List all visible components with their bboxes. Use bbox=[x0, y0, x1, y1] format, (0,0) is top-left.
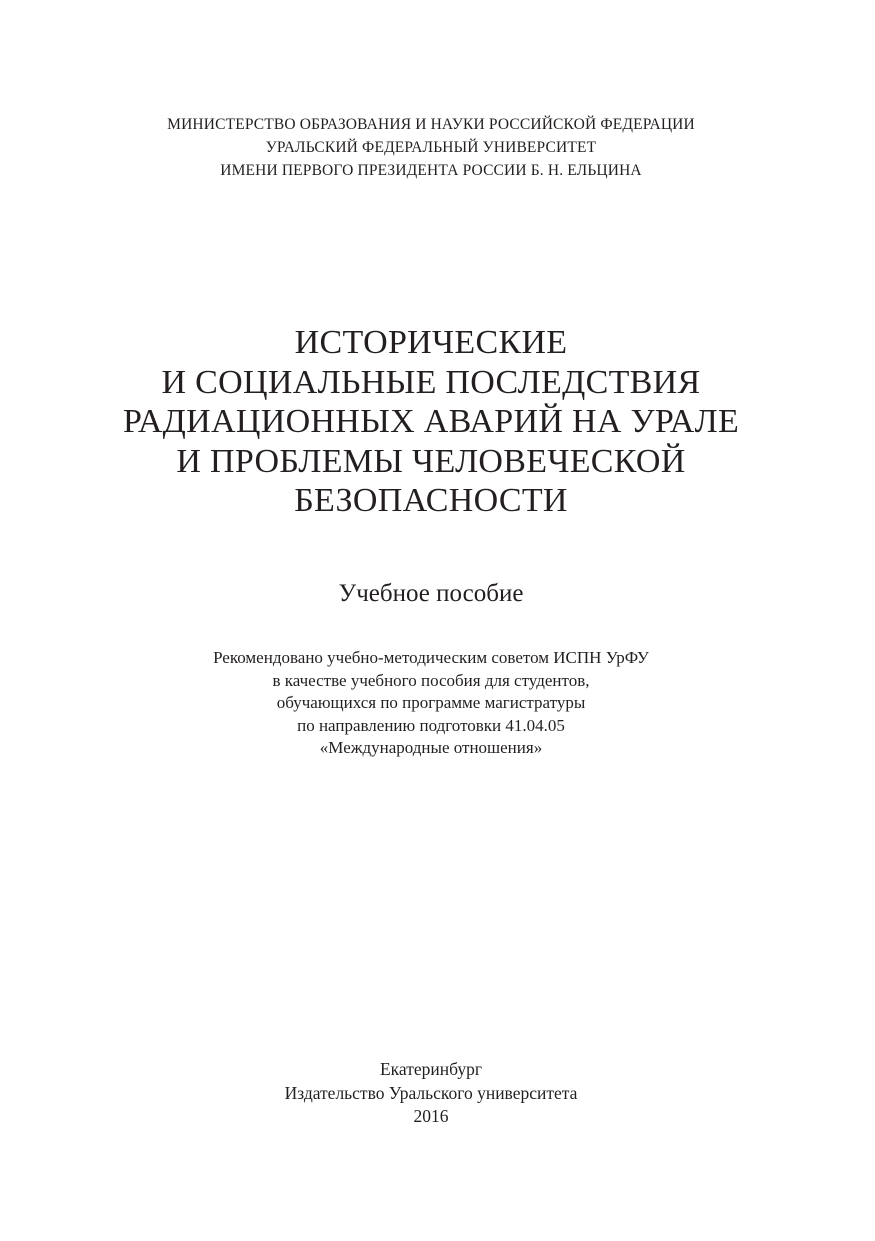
book-subtitle bbox=[0, 578, 862, 610]
imprint-block bbox=[0, 1058, 862, 1129]
title-line: БЕЗОПАСНОСТИ bbox=[294, 482, 568, 519]
subtitle-text: Учебное пособие bbox=[338, 580, 524, 607]
book-title bbox=[0, 323, 862, 521]
imprint-year: 2016 bbox=[413, 1106, 449, 1126]
title-line: РАДИАЦИОННЫХ АВАРИЙ НА УРАЛЕ bbox=[122, 403, 740, 440]
imprint-city: Екатеринбург bbox=[379, 1059, 483, 1079]
title-line: ИСТОРИЧЕСКИЕ bbox=[294, 324, 568, 361]
university-line: УРАЛЬСКИЙ ФЕДЕРАЛЬНЫЙ УНИВЕРСИТЕТ bbox=[265, 139, 597, 156]
title-line: И ПРОБЛЕМЫ ЧЕЛОВЕЧЕСКОЙ bbox=[176, 442, 686, 480]
recommendation-line: по направлению подготовки 41.04.05 bbox=[297, 715, 565, 735]
recommendation-line: обучающихся по программе магистратуры bbox=[276, 693, 586, 712]
ministry-line: МИНИСТЕРСТВО ОБРАЗОВАНИЯ И НАУКИ РОССИЙСКОЙ ФЕДЕРАЦИИ bbox=[167, 116, 695, 133]
recommendation-block bbox=[0, 647, 862, 760]
recommendation-line: «Международные отношения» bbox=[319, 738, 543, 757]
university-name-line: ИМЕНИ ПЕРВОГО ПРЕЗИДЕНТА РОССИИ Б. Н. ЕЛЬЦИНА bbox=[220, 162, 642, 179]
recommendation-line: в качестве учебного пособия для студентов, bbox=[272, 670, 590, 690]
organization-header bbox=[0, 113, 862, 182]
title-line: И СОЦИАЛЬНЫЕ ПОСЛЕДСТВИЯ bbox=[161, 363, 701, 401]
recommendation-line: Рекомендовано учебно-методическим советом ИСПН УрФУ bbox=[213, 648, 649, 667]
imprint-publisher: Издательство Уральского университета bbox=[284, 1082, 578, 1103]
